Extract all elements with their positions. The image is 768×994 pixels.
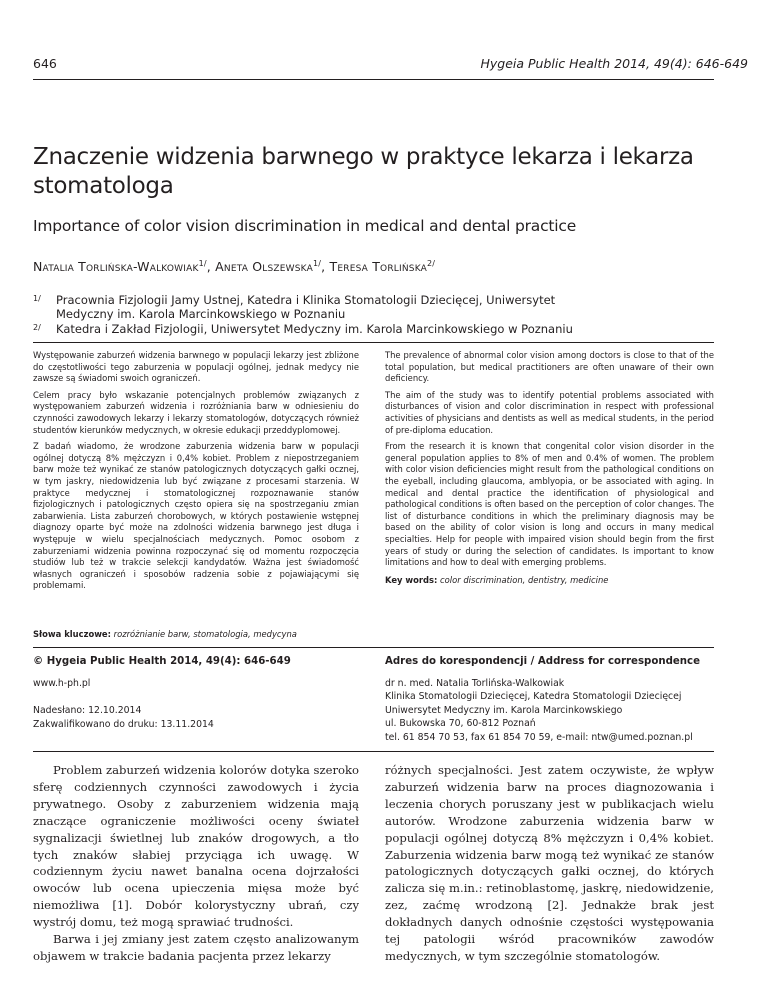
- article-title: Znaczenie widzenia barwnego w praktyce lekarza i lekarza stomatologa: [33, 144, 694, 199]
- author-affiliation-mark: 2/: [427, 259, 436, 268]
- submitted-date: Nadesłano: 12.10.2014: [33, 705, 142, 716]
- body-paragraph: Problem zaburzeń widzenia kolorów dotyka szeroko sferę codziennych czynności zawodowych i życia prywatnego. Osoby z zaburzeniem widzenia mają znaczące ograniczenie możliwości oceny świateł sygnalizacji świetlnej lub znaków drogowych, a tło tych znaków słabiej przyciąga ich uwagę. W codziennym życiu nawet banalna ocena dojrzałości owoców lub ocena upieczenia mięsa może być niemożliwa [1]. Dobór kolorystyczny ubrań, czy wystrój domu, też mogą sprawiać trudności.: [33, 763, 359, 930]
- abstract-pl: [33, 350, 359, 597]
- publication-info: [33, 655, 363, 731]
- abstract-en-paragraph: From the research it is known that congenital color vision disorder in the general population applies to 8% of men and 0.4% of women. The problem with color vision deficiencies might result from the pathological conditions on the eyeball, including glaucoma, amblyopia, or be associated with aging. In medical and dental practice the identification of physiological and pathological conditions is often based on the perception of color changes. The list of disturbance conditions in which the preliminary diagnosis may be based on the ability of color vision is long and occurs in many medical specialties. Help for people with impaired vision should begin from the first years of study or during the selection of candidates. Is important to know limitations and how to deal with emerging problems.: [385, 441, 714, 568]
- author-name: Natalia Torlińska-Walkowiak: [33, 259, 199, 275]
- correspondence-line: tel. 61 854 70 53, fax 61 854 70 59, e-mail: ntw@umed.poznan.pl: [385, 731, 693, 743]
- accepted-date: Zakwalifikowano do druku: 13.11.2014: [33, 718, 214, 730]
- author-affiliation-mark: 1/: [312, 259, 322, 268]
- author-affiliation-mark: 1/: [198, 259, 207, 268]
- header-divider: [33, 79, 714, 80]
- copyright-line: © Hygeia Public Health 2014, 49(4): 646-649: [33, 656, 291, 667]
- correspondence: [385, 655, 725, 744]
- keywords-pl-label: Słowa kluczowe:: [33, 629, 111, 639]
- article-subtitle-en: Importance of color vision discrimination in medical and dental practice: [33, 217, 577, 235]
- abstract-pl-paragraph: Występowanie zaburzeń widzenia barwnego w populacji lekarzy jest zbliżone do częstotliwości tego zaburzenia w populacji ogólnej, jednak medycy nie zawsze są świadomi swoich ograniczeń.: [33, 350, 359, 384]
- affiliation-text: Pracownia Fizjologii Jamy Ustnej, Katedra i Klinika Stomatologii Dziecięcej, Uniwersytet Medyczny im. Karola Marcinkowskiego w Poznaniu: [56, 293, 556, 321]
- affiliation-number: 1/: [33, 294, 41, 303]
- body-column-left: [33, 762, 359, 965]
- page-number: 646: [33, 56, 57, 71]
- correspondence-line: Klinika Stomatologii Dziecięcej, Katedra Stomatologii Dziecięcej: [385, 691, 682, 702]
- abstract-en-paragraph: The prevalence of abnormal color vision among doctors is close to that of the total population, but medical practitioners are often unaware of their own deficiency.: [385, 350, 714, 384]
- correspondence-line: ul. Bukowska 70, 60-812 Poznań: [385, 718, 536, 729]
- author-name: Teresa Torlińska: [329, 259, 427, 275]
- body-column-right: [385, 762, 714, 965]
- keywords-pl: [33, 629, 433, 641]
- affiliation: [33, 322, 723, 336]
- correspondence-heading: Adres do korespondencji / Address for correspondence: [385, 656, 700, 667]
- correspondence-line: dr n. med. Natalia Torlińska-Walkowiak: [385, 677, 565, 689]
- affiliation: [33, 293, 723, 321]
- body-paragraph: Barwa i jej zmiany jest zatem często analizowanym objawem w trakcie badania pacjenta przez lekarzy: [33, 932, 359, 963]
- abstract-en: [385, 350, 714, 591]
- body-paragraph: różnych specjalności. Jest zatem oczywiste, że wpływ zaburzeń widzenia barw na proces diagnozowania i leczenia chorych poruszany jest w publikacjach wielu autorów. Wrodzone zaburzenia widzenia barw w populacji ogólnej dotyczą 8% mężczyzn i 0,4% kobiet. Zaburzenia widzenia barw mogą też wynikać ze stanów patologicznych dotyczących gałki ocznej, do których zalicza się m.in.: retinoblastomę, jaskrę, niedowidzenie, zez, zaćmę wrodzoną [2]. Jednakże brak jest dokładnych danych odnośnie częstości występowania tej patologii wśród pracowników zawodów medycznych, w tym szczególnie stomatologów.: [385, 763, 714, 963]
- abstract-en-paragraph: The aim of the study was to identify potential problems associated with disturbances of vision and color discrimination in respect with professional activities of physicians and dentists as well as medical students, in the period of pre-diploma education.: [385, 389, 714, 435]
- author-name: Aneta Olszewska: [215, 259, 313, 275]
- journal-reference: Hygeia Public Health 2014, 49(4): 646-649: [480, 56, 748, 71]
- keywords-en: [385, 575, 714, 587]
- keywords-en-text: color discrimination, dentistry, medicine: [440, 574, 609, 585]
- author-list: Natalia Torlińska-Walkowiak$^{1/}$, Aneta Olszewska$^{1/}$, Teresa Torlińska$^{2/}$: [33, 259, 436, 275]
- body-top-divider: [33, 751, 714, 752]
- affiliation-text: Katedra i Zakład Fizjologii, Uniwersytet Medyczny im. Karola Marcinkowskiego w Poznaniu: [56, 322, 573, 336]
- website-link[interactable]: www.h-ph.pl: [33, 677, 91, 689]
- affiliation-number: 2/: [33, 323, 41, 332]
- keywords-pl-text: rozróżnianie barw, stomatologia, medycyna: [113, 629, 297, 639]
- info-top-divider: [33, 647, 714, 648]
- correspondence-line: Uniwersytet Medyczny im. Karola Marcinkowskiego: [385, 704, 623, 716]
- keywords-en-label: Key words:: [385, 574, 438, 585]
- abstract-top-divider: [33, 342, 714, 343]
- abstract-pl-paragraph: Celem pracy było wskazanie potencjalnych problemów związanych z występowaniem zaburzeń widzenia i rozróżniania barw w odniesieniu do czynności zawodowych lekarzy i lekarzy stomatologów, dotyczących również studentów kierunków medycznych, w okresie edukacji przeddyplomowej.: [33, 389, 359, 435]
- abstract-pl-paragraph: Z badań wiadomo, że wrodzone zaburzenia widzenia barw w populacji ogólnej dotyczą 8% mężczyzn i 0,4% kobiet. Problem z niepostrzeganiem barw może też wynikać ze stanów patologicznych dotyczących gałki ocznej, w tym jaskry, niedowidzenia lub być związane z procesami starzenia. W praktyce medycznej i stomatologicznej rozpoznawanie stanów fizjologicznych i patologicznych często opiera się na spostrzeganiu zmian zabarwienia. Lista zaburzeń chorobowych, w których postawienie wstępnej diagnozy oparte być może na zdolności widzenia barwnego jest długa i występuje w wielu specjalnościach medycznych. Pomoc osobom z zaburzeniami widzenia powinna rozpoczynać się od momentu rozpoczęcia studiów lub też w trakcie selekcji kandydatów. Ważna jest świadomość własnych ograniczeń i sposobów radzenia sobie z pojawiającymi się problemami.: [33, 441, 359, 591]
